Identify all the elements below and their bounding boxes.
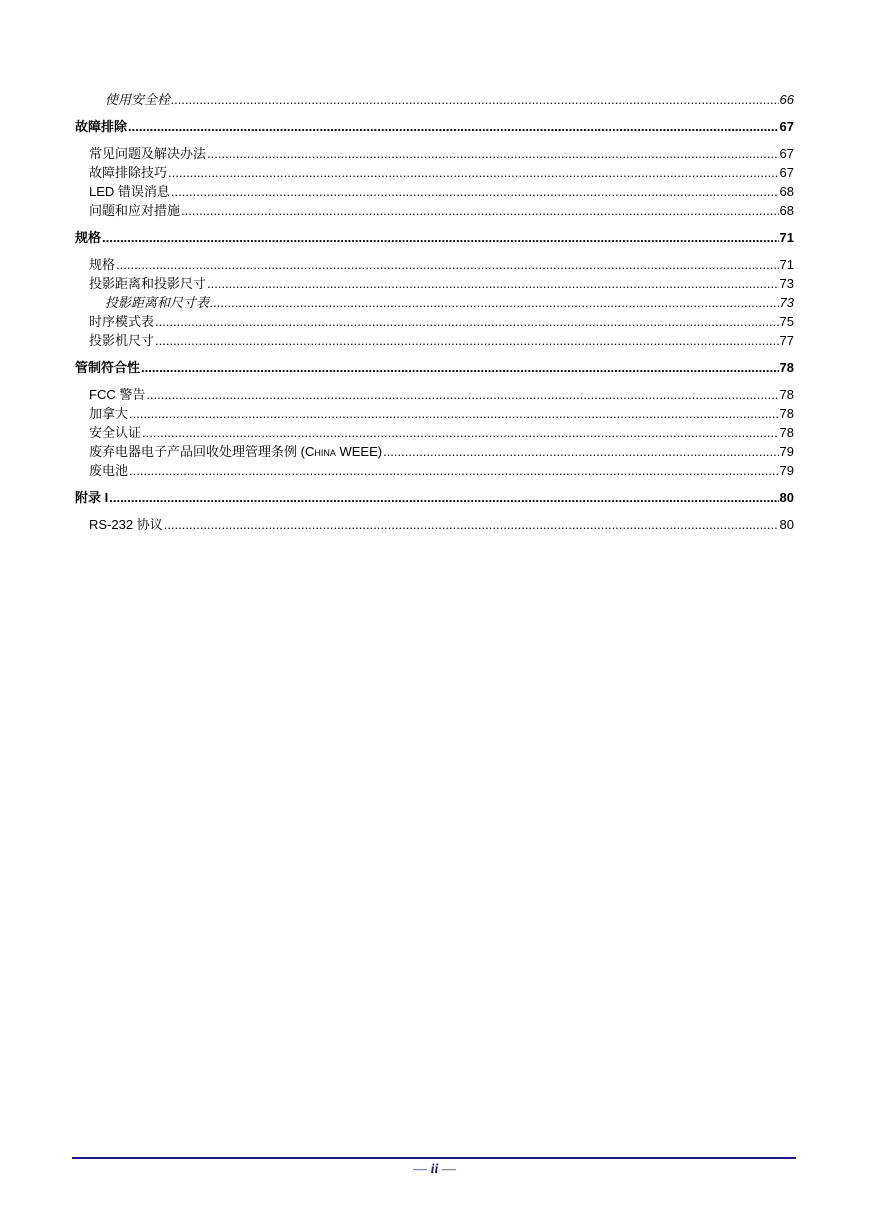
toc-entry-label: 废电池 — [89, 463, 129, 478]
toc-entry[interactable] — [75, 404, 794, 423]
toc-entry-label-smallcaps: China — [304, 444, 336, 459]
toc-entry[interactable] — [75, 423, 794, 442]
dot-leader — [129, 461, 779, 480]
toc-entry-label: 常见问题及解决办法 — [89, 146, 207, 161]
toc-entry-page: 67 — [779, 146, 794, 161]
toc-entry-page: 79 — [779, 444, 794, 459]
toc-entry-page: 68 — [779, 184, 794, 199]
dot-leader — [155, 312, 779, 331]
dot-leader — [146, 385, 778, 404]
toc-entry[interactable] — [75, 331, 794, 350]
toc-section-label: 管制符合性 — [75, 360, 141, 375]
toc-entry-label: 规格 — [89, 257, 116, 272]
page-footer — [0, 1162, 869, 1178]
toc-section-label: 规格 — [75, 230, 102, 245]
toc-entry-page: 71 — [779, 257, 794, 272]
toc-entry-label: FCC 警告 — [89, 387, 146, 402]
toc-entry[interactable] — [75, 255, 794, 274]
dot-leader — [210, 293, 779, 312]
toc-entry[interactable] — [75, 312, 794, 331]
toc-entry[interactable] — [75, 163, 794, 182]
toc-entry-page: 77 — [779, 333, 794, 348]
toc-entry[interactable] — [75, 385, 794, 404]
toc-section-heading[interactable] — [75, 358, 794, 377]
toc-entry-label: 投影距离和尺寸表 — [105, 295, 210, 310]
toc-entry-label-part: 废弃电器电子产品回收处理管理条例 ( — [89, 444, 305, 459]
toc-section-heading[interactable] — [75, 117, 794, 136]
toc-section-label: 故障排除 — [75, 119, 128, 134]
toc-entry-label: 时序模式表 — [89, 314, 155, 329]
toc-entry-page: 73 — [779, 295, 794, 310]
toc-entry-label-part: WEEE) — [335, 444, 383, 459]
toc-entry-page: 78 — [779, 425, 794, 440]
table-of-contents — [75, 90, 794, 534]
toc-entry[interactable] — [75, 515, 794, 534]
dot-leader — [116, 255, 779, 274]
toc-entry[interactable] — [75, 461, 794, 480]
toc-section-heading[interactable] — [75, 228, 794, 247]
toc-section-label: 附录 I — [75, 490, 109, 505]
dot-leader — [164, 515, 779, 534]
toc-entry[interactable] — [75, 201, 794, 220]
toc-entry-label: 投影机尺寸 — [89, 333, 155, 348]
toc-entry-label: 加拿大 — [89, 406, 129, 421]
toc-entry-label: 问题和应对措施 — [89, 203, 181, 218]
dot-leader — [171, 182, 779, 201]
toc-entry-label — [89, 442, 382, 461]
toc-entry-page: 78 — [779, 387, 794, 402]
toc-entry[interactable] — [75, 293, 794, 312]
toc-entry-page: 78 — [779, 406, 794, 421]
page-number: ii — [430, 1162, 439, 1177]
toc-entry-page: 79 — [779, 463, 794, 478]
toc-section-heading[interactable] — [75, 488, 794, 507]
dot-leader — [128, 117, 779, 136]
dot-leader — [141, 358, 779, 377]
toc-entry-label: 故障排除技巧 — [89, 165, 168, 180]
dot-leader — [181, 201, 779, 220]
toc-section-page: 78 — [779, 360, 794, 375]
footer-dash-right: — — [438, 1162, 456, 1177]
toc-entry-page: 66 — [779, 92, 794, 107]
toc-section-page: 71 — [779, 230, 794, 245]
toc-entry[interactable] — [75, 90, 794, 109]
toc-entry-page: 75 — [779, 314, 794, 329]
toc-entry-page: 68 — [779, 203, 794, 218]
dot-leader — [109, 488, 778, 507]
toc-entry[interactable] — [75, 182, 794, 201]
dot-leader — [102, 228, 779, 247]
footer-divider — [72, 1157, 796, 1159]
toc-entry-label: RS-232 协议 — [89, 517, 163, 532]
dot-leader — [207, 144, 779, 163]
dot-leader — [155, 331, 779, 350]
toc-entry[interactable] — [75, 442, 794, 461]
dot-leader — [207, 274, 779, 293]
footer-dash-left: — — [413, 1162, 431, 1177]
dot-leader — [383, 442, 778, 461]
toc-entry-label: 使用安全栓 — [105, 92, 171, 107]
toc-entry[interactable] — [75, 274, 794, 293]
toc-entry[interactable] — [75, 144, 794, 163]
toc-entry-label: 安全认证 — [89, 425, 142, 440]
toc-entry-label: LED 错误消息 — [89, 184, 170, 199]
toc-entry-page: 73 — [779, 276, 794, 291]
toc-section-page: 80 — [779, 490, 794, 505]
toc-section-page: 67 — [779, 119, 794, 134]
dot-leader — [142, 423, 779, 442]
toc-entry-label: 投影距离和投影尺寸 — [89, 276, 207, 291]
dot-leader — [129, 404, 779, 423]
dot-leader — [171, 90, 779, 109]
toc-entry-page: 67 — [779, 165, 794, 180]
dot-leader — [168, 163, 779, 182]
toc-entry-page: 80 — [779, 517, 794, 532]
